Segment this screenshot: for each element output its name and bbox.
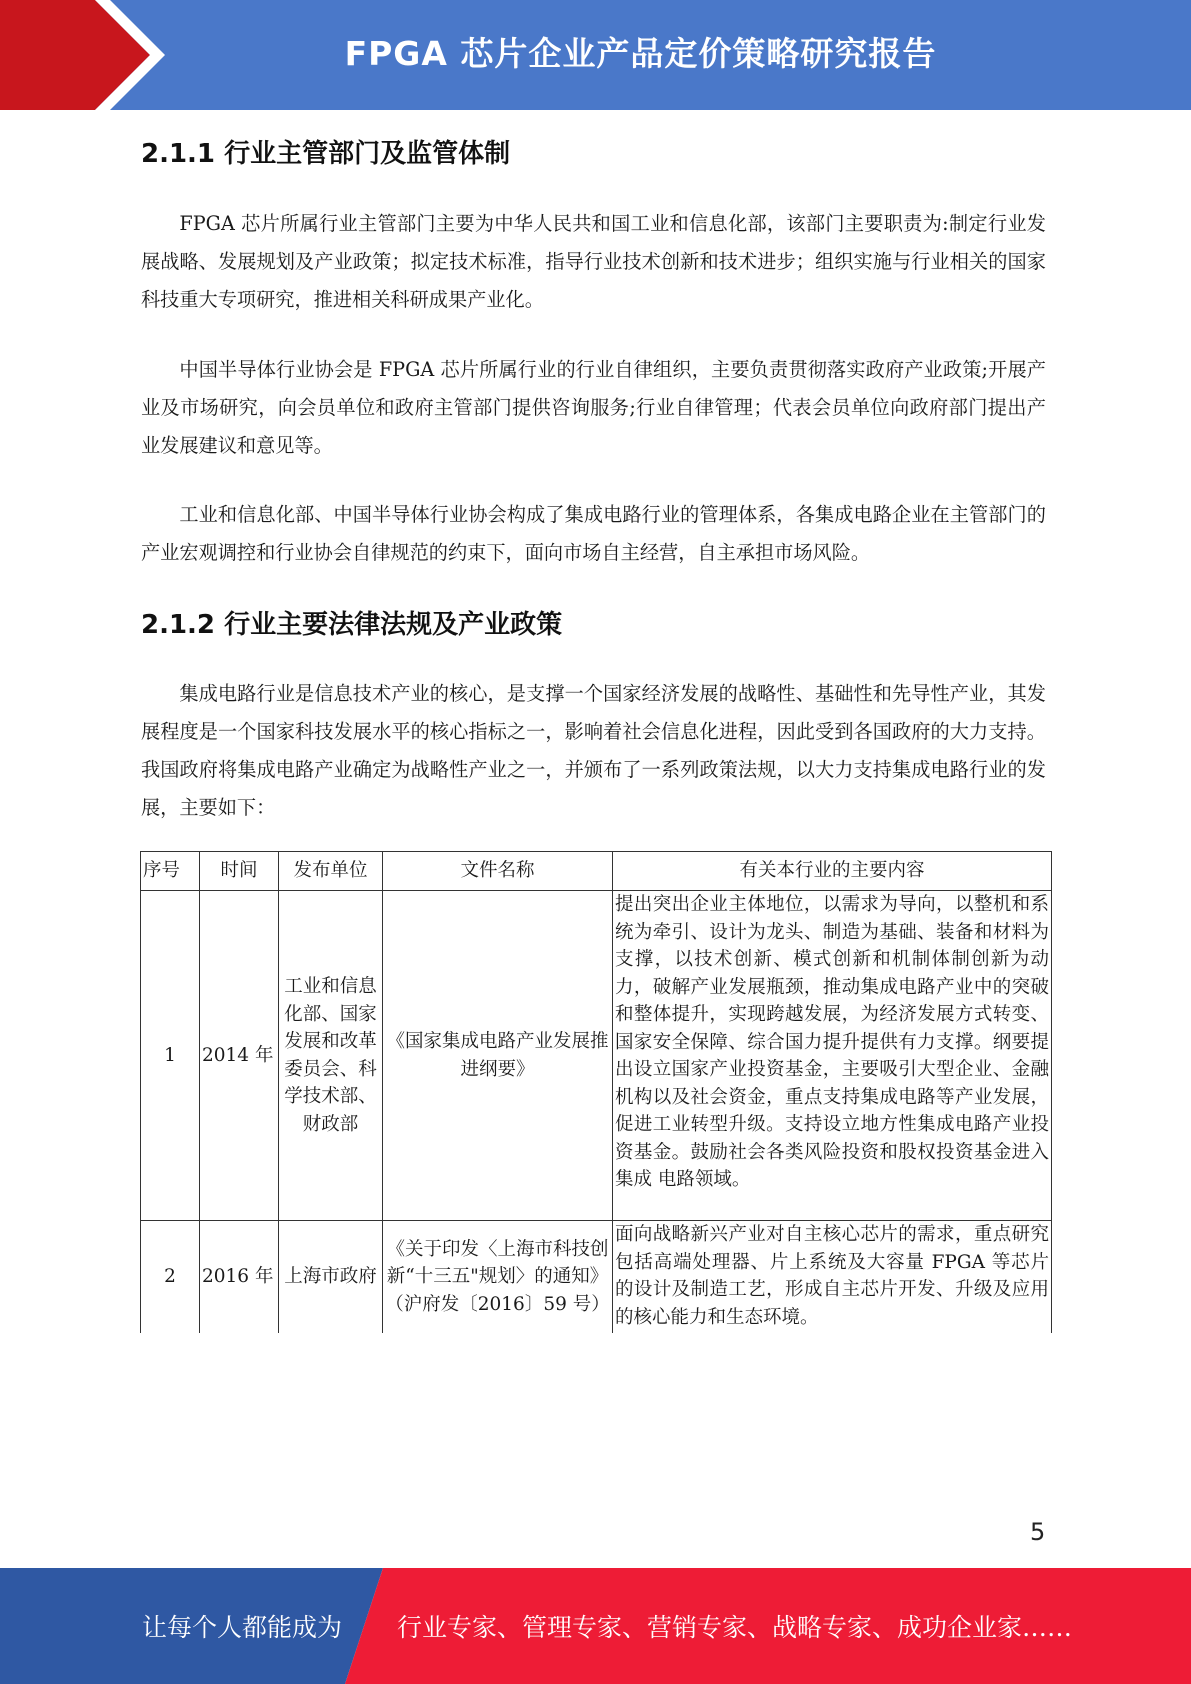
footer-slogan-right: 行业专家、管理专家、营销专家、战略专家、成功企业家…… [397, 1613, 1073, 1642]
column-header: 有关本行业的主要内容 [613, 852, 1052, 891]
page-header [0, 0, 1191, 110]
row-issuer: 工业和信息化部、国家发展和改革委员会、科学技术部、财政部 [279, 891, 383, 1221]
column-header: 文件名称 [383, 852, 613, 891]
section-heading-2-1-2: 2.1.2 行业主要法律法规及产业政策 [141, 610, 563, 640]
row-number: 2 [141, 1221, 200, 1333]
footer-slogan-left: 让每个人都能成为 [142, 1613, 343, 1642]
row-document: 《关于印发〈上海市科技创新“十三五"规划〉的通知》（沪府发〔2016〕59 号） [383, 1221, 613, 1333]
table-header-row [141, 852, 1052, 891]
report-title: FPGA 芯片企业产品定价策略研究报告 [344, 34, 937, 73]
paragraph: FPGA 芯片所属行业主管部门主要为中华人民共和国工业和信息化部，该部门主要职责为:制定行业发展战略、发展规划及产业政策；拟定技术标准，指导行业技术创新和技术进步；组织实施与行业相关的国家科技重大专项研究，推进相关科研成果产业化。 [141, 212, 1046, 311]
paragraph: 中国半导体行业协会是 FPGA 芯片所属行业的行业自律组织，主要负责贯彻落实政府产业政策;开展产业及市场研究，向会员单位和政府主管部门提供咨询服务;行业自律管理；代表会员单位向政府部门提出产业发展建议和意见等。 [141, 358, 1046, 457]
row-content: 面向战略新兴产业对自主核心芯片的需求，重点研究包括高端处理器、片上系统及大容量 FPGA 等芯片的设计及制造工艺，形成自主芯片开发、升级及应用的核心能力和生态环境。 [613, 1221, 1052, 1333]
column-header: 发布单位 [279, 852, 383, 891]
page-footer [0, 1568, 1191, 1684]
table-row [141, 891, 1052, 1221]
row-number: 1 [141, 891, 200, 1221]
column-header: 序号 [141, 852, 200, 891]
table-row [141, 1221, 1052, 1333]
column-header: 时间 [200, 852, 279, 891]
row-document: 《国家集成电路产业发展推进纲要》 [383, 891, 613, 1221]
paragraph: 集成电路行业是信息技术产业的核心，是支撑一个国家经济发展的战略性、基础性和先导性产业，其发展程度是一个国家科技发展水平的核心指标之一，影响着社会信息化进程，因此受到各国政府的大力支持。我国政府将集成电路产业确定为战略性产业之一，并颁布了一系列政策法规，以大力支持集成电路行业的发展，主要如下： [141, 682, 1046, 819]
row-content: 提出突出企业主体地位，以需求为导向，以整机和系统为牵引、设计为龙头、制造为基础、装备和材料为支撑，以技术创新、模式创新和机制体制创新为动力，破解产业发展瓶颈，推动集成电路产业中的突破和整体提升，实现跨越发展，为经济发展方式转变、国家安全保障、综合国力提升提供有力支撑。纲要提出设立国家产业投资基金，主要吸引大型企业、金融机构以及社会资金，重点支持集成电路等产业发展，促进工业转型升级。支持设立地方性集成电路产业投资基金。鼓励社会各类风险投资和股权投资基金进入集成 电路领域。 [613, 891, 1052, 1221]
paragraph: 工业和信息化部、中国半导体行业协会构成了集成电路行业的管理体系，各集成电路企业在主管部门的产业宏观调控和行业协会自律规范的约束下，面向市场自主经营，自主承担市场风险。 [141, 503, 1046, 564]
section-heading-2-1-1: 2.1.1 行业主管部门及监管体制 [141, 139, 511, 169]
page-number: 5 [1030, 1518, 1046, 1546]
row-issuer: 上海市政府 [279, 1221, 383, 1333]
policy-table [140, 851, 1052, 1333]
row-time: 2014 年 [200, 891, 279, 1221]
row-time: 2016 年 [200, 1221, 279, 1333]
